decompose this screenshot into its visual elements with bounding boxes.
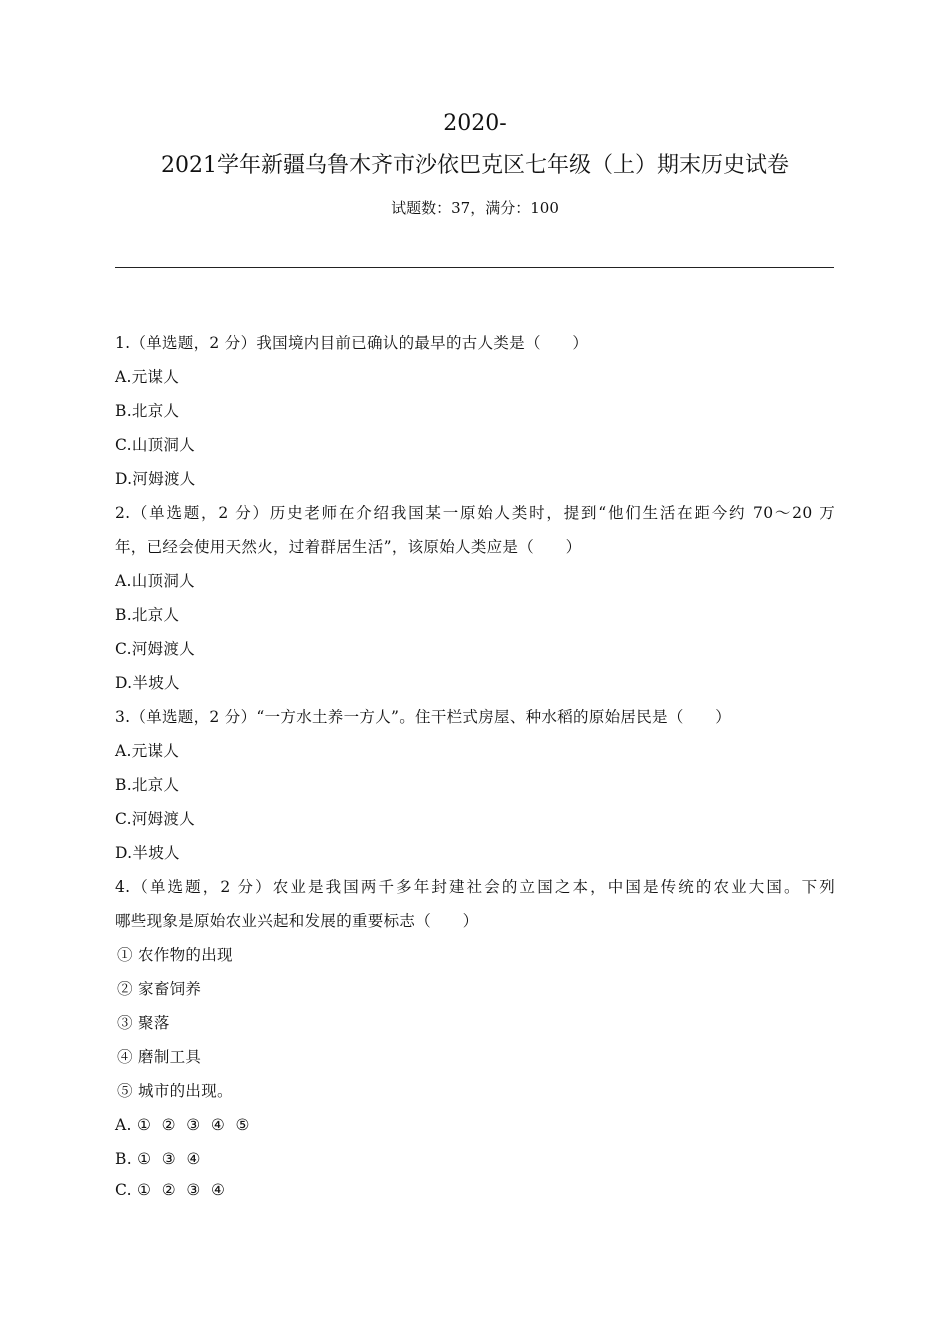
question-1 <box>115 326 835 496</box>
question-1-option-b: B.北京人 <box>115 402 180 420</box>
exam-subtitle: 试题数：37，满分：100 <box>391 199 559 217</box>
question-3 <box>115 700 835 870</box>
question-1-option-c: C.山顶洞人 <box>115 436 196 454</box>
question-3-stem: 3.（单选题，2 分）“一方水土养一方人”。住干栏式房屋、种水稻的原始居民是（ ） <box>115 708 732 726</box>
question-2-stem-line-2: 年，已经会使用天然火，过着群居生活”，该原始人类应是（ ） <box>115 538 582 556</box>
question-2-option-c: C.河姆渡人 <box>115 640 196 658</box>
question-4-stem-line-1: 4.（单选题，2 分）农业是我国两千多年封建社会的立国之本，中国是传统的农业大国。下列 <box>115 878 835 896</box>
question-4 <box>115 870 835 1204</box>
question-2-option-d: D.半坡人 <box>115 674 180 692</box>
question-4-item-2: ② 家畜饲养 <box>117 980 202 998</box>
question-3-option-a: A.元谋人 <box>115 742 180 760</box>
question-3-option-d: D.半坡人 <box>115 844 180 862</box>
question-1-option-d: D.河姆渡人 <box>115 470 196 488</box>
question-3-option-b: B.北京人 <box>115 776 180 794</box>
question-list <box>115 326 835 1204</box>
header-divider <box>115 267 834 268</box>
question-2-stem-line-1: 2.（单选题，2 分）历史老师在介绍我国某一原始人类时，提到“他们生活在距今约 70～20 万 <box>115 504 835 522</box>
question-4-option-c: C. ① ② ③ ④ <box>115 1181 226 1199</box>
question-4-item-3: ③ 聚落 <box>117 1014 170 1032</box>
question-4-item-5: ⑤ 城市的出现。 <box>117 1082 233 1100</box>
exam-title-line-1: 2020- <box>443 111 507 136</box>
question-4-item-1: ① 农作物的出现 <box>117 946 233 964</box>
question-3-option-c: C.河姆渡人 <box>115 810 196 828</box>
question-4-stem-line-2: 哪些现象是原始农业兴起和发展的重要标志（ ） <box>115 912 479 930</box>
exam-title-line-2: 2021学年新疆乌鲁木齐市沙依巴克区七年级（上）期末历史试卷 <box>161 153 789 178</box>
question-2-option-a: A.山顶洞人 <box>115 572 195 590</box>
question-2-option-b: B.北京人 <box>115 606 180 624</box>
question-1-option-a: A.元谋人 <box>115 368 180 386</box>
question-4-option-b: B. ① ③ ④ <box>115 1150 201 1168</box>
question-2 <box>115 496 835 700</box>
question-1-stem: 1.（单选题，2 分）我国境内目前已确认的最早的古人类是（ ） <box>115 334 589 352</box>
question-4-item-4: ④ 磨制工具 <box>117 1048 202 1066</box>
question-4-option-a: A. ① ② ③ ④ ⑤ <box>115 1116 250 1134</box>
